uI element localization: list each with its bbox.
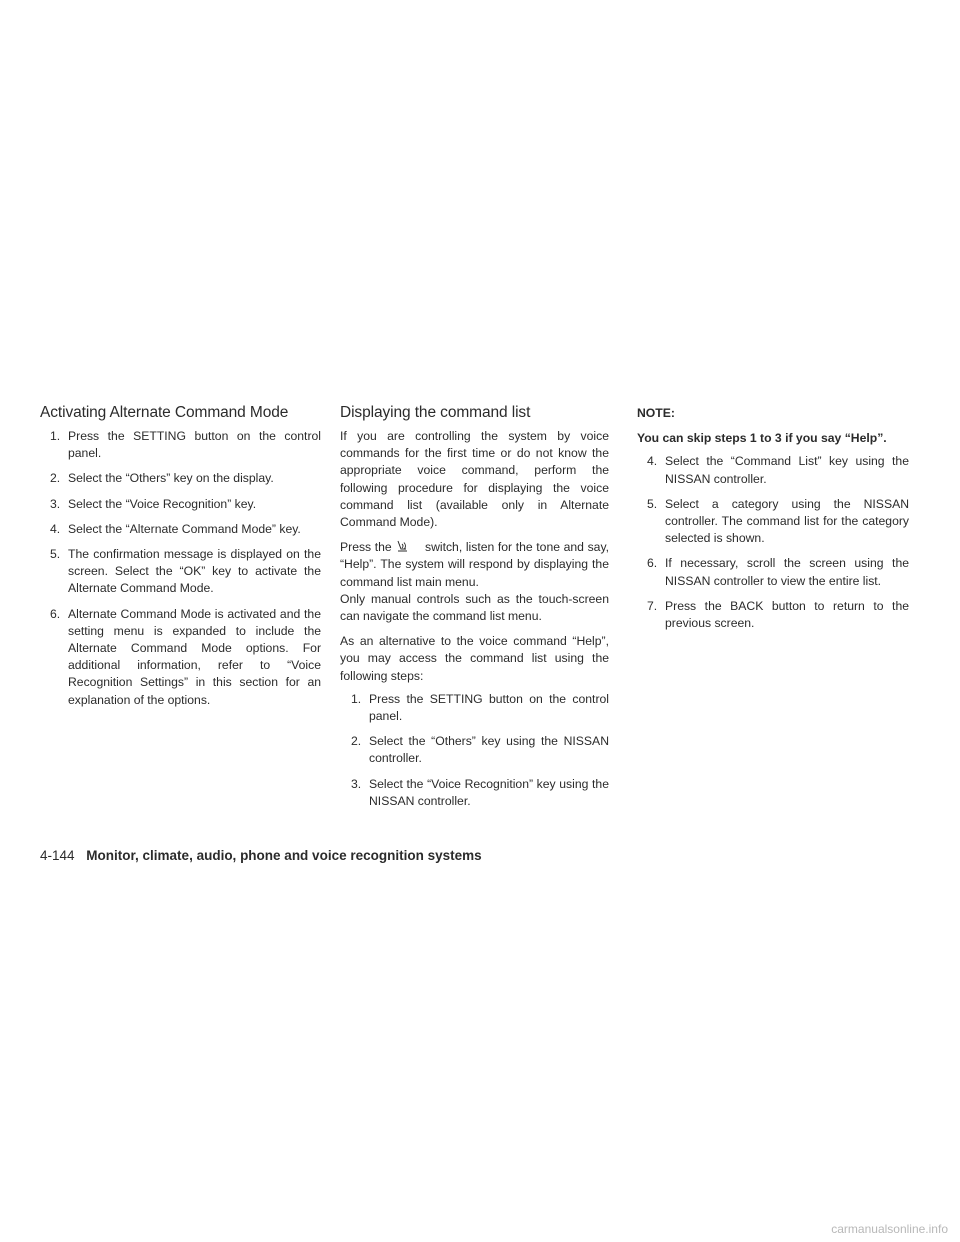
step-number: 1. [50, 429, 61, 443]
step-number: 5. [647, 496, 658, 511]
list-item [50, 546, 321, 598]
paragraph-manual-controls: Only manual controls such as the touch-screen can navigate the command list menu. [340, 591, 609, 624]
step-text: Press the SETTING button on the control panel. [369, 691, 609, 724]
list-item [50, 521, 321, 538]
column-left [40, 403, 321, 717]
step-text: Press the SETTING button on the control panel. [68, 429, 321, 461]
step-number: 4. [647, 454, 658, 469]
step-text: The confirmation message is displayed on the screen. Select the “OK” key to activate the Alternate Command Mode. [68, 547, 321, 596]
step-text: Select the “Others” key using the NISSAN controller. [369, 734, 609, 766]
note-label: NOTE: [637, 406, 675, 420]
step-text: Select a category using the NISSAN controller. The command list for the category selected is shown. [665, 496, 909, 546]
steps-list-activate [40, 428, 321, 709]
list-item [351, 776, 609, 810]
page-number: 4-144 [40, 848, 75, 863]
watermark: carmanualsonline.info [831, 1222, 948, 1236]
list-item [50, 496, 321, 513]
step-text: Select the “Command List” key using the NISSAN controller. [665, 454, 909, 486]
step-number: 6. [647, 556, 658, 571]
step-text: Alternate Command Mode is activated and the setting menu is expanded to include the Alternate Command Mode options. For additional information, refer to “Voice Recognition Settings” in this section for an explanation of the options. [68, 606, 321, 707]
list-item [50, 428, 321, 462]
paragraph-press-switch [340, 539, 609, 591]
step-number: 6. [50, 606, 61, 621]
step-number: 3. [351, 776, 362, 791]
step-number: 3. [50, 496, 61, 511]
list-item [351, 691, 609, 725]
step-number: 4. [50, 521, 61, 536]
column-middle [340, 403, 609, 818]
note-text: You can skip steps 1 to 3 if you say “Help”. [637, 431, 887, 446]
step-text: Press the BACK button to return to the previous screen. [665, 598, 909, 631]
step-text: Select the “Others” key on the display. [68, 471, 274, 486]
step-number: 7. [647, 598, 658, 613]
step-number: 5. [50, 547, 61, 562]
step-text: Select the “Voice Recognition” key. [68, 496, 257, 511]
step-text: If necessary, scroll the screen using the NISSAN controller to view the entire list. [665, 556, 909, 588]
step-text: Select the “Voice Recognition” key using the NISSAN controller. [369, 776, 609, 808]
paragraph-intro: If you are controlling the system by voice commands for the first time or do not know the appropriate voice command, perform the following procedure for displaying the voice command list (available only in Alternate Command Mode). [340, 429, 609, 530]
list-item [647, 555, 909, 589]
section-title: Monitor, climate, audio, phone and voice recognition systems [86, 848, 482, 863]
page-footer [40, 848, 482, 863]
paragraph-text: Press the [340, 540, 392, 555]
paragraph-text: switch, listen for the tone and say, “Help”. The system will respond by displaying the command list main menu. [340, 540, 610, 589]
paragraph-alternative: As an alternative to the voice command “Help”, you may access the command list using the following steps: [340, 634, 609, 683]
step-number: 2. [50, 471, 61, 486]
list-item [50, 606, 321, 709]
heading-displaying-command-list: Displaying the command list [340, 404, 531, 421]
step-text: Select the “Alternate Command Mode” key. [68, 521, 301, 536]
list-item [647, 453, 909, 487]
step-number: 1. [351, 691, 362, 706]
list-item [647, 598, 909, 632]
list-item [50, 470, 321, 487]
list-item [647, 496, 909, 548]
list-item [351, 733, 609, 767]
voice-recognition-switch-icon [395, 539, 421, 553]
column-right [637, 403, 909, 640]
step-number: 2. [351, 734, 362, 749]
steps-list-command [340, 691, 609, 810]
steps-list-continued [637, 453, 909, 632]
heading-activating-alternate-command-mode: Activating Alternate Command Mode [40, 404, 289, 421]
